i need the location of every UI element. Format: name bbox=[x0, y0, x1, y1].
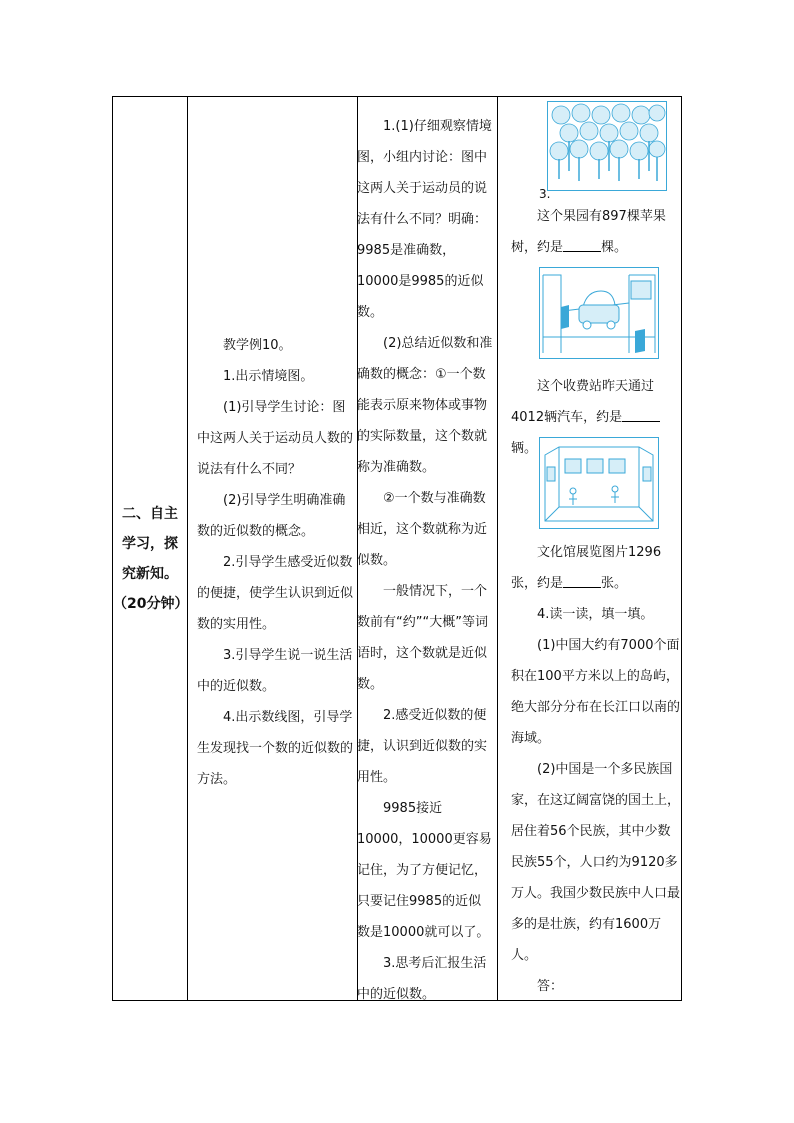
question-4-part-2: (2)中国是一个多民族国家，在这辽阔富饶的国土上，居住着56个民族，其中少数民族55个，人口约为9120多万人。我国少数民族中人口最多的是壮族，约有1600万人。 bbox=[511, 762, 681, 963]
orchard-illustration bbox=[547, 101, 667, 191]
section-duration: （20分钟） bbox=[113, 596, 189, 612]
answer-blank[interactable] bbox=[563, 237, 601, 252]
teacher-activities bbox=[197, 330, 357, 795]
orchard-unit: 棵。 bbox=[601, 240, 628, 255]
orchard-text: 这个果园有897棵苹果树，约是 bbox=[511, 209, 666, 255]
student-paragraph: 3.思考后汇报生活中的近似数。 bbox=[357, 956, 487, 1001]
exhibition-text: 文化馆展览图片1296张，约是 bbox=[511, 545, 662, 591]
reading-questions bbox=[511, 599, 683, 1002]
answer-blank[interactable] bbox=[622, 407, 660, 422]
exhibition-unit: 张。 bbox=[601, 576, 628, 591]
toll-text: 这个收费站昨天通过4012辆汽车，约是 bbox=[511, 379, 655, 425]
answer-label: 答： bbox=[537, 979, 564, 994]
teacher-paragraph: 3.引导学生说一说生活中的近似数。 bbox=[197, 648, 353, 694]
orchard-question bbox=[511, 201, 681, 263]
question-4-title: 4.读一读，填一填。 bbox=[537, 607, 654, 622]
question-4-part-1: (1)中国大约有7000个面积在100平方米以上的岛屿，绝大部分分布在长江口以南的海域。 bbox=[511, 638, 681, 746]
teacher-paragraph: 1.出示情境图。 bbox=[223, 369, 314, 384]
section-title-line: 学习，探 bbox=[122, 536, 178, 552]
section-title-line: 究新知。 bbox=[122, 566, 178, 582]
student-activities bbox=[357, 111, 494, 1001]
teacher-paragraph: 2.引导学生感受近似数的便捷，使学生认识到近似数的实用性。 bbox=[197, 555, 354, 632]
student-paragraph: 1.(1)仔细观察情境图，小组内讨论：图中这两人关于运动员的说法有什么不同？明确：9985是准确数，10000是9985的近似数。 bbox=[357, 119, 492, 320]
student-paragraph: 9985接近10000，10000更容易记住，为了方便记忆，只要记住9985的近似数是10000就可以了。 bbox=[357, 801, 492, 940]
exhibition-question bbox=[511, 537, 683, 599]
student-paragraph: ②一个数与准确数相近，这个数就称为近似数。 bbox=[357, 491, 488, 568]
teacher-paragraph: 教学例10。 bbox=[223, 338, 292, 353]
teacher-paragraph: 4.出示数线图，引导学生发现找一个数的近似数的方法。 bbox=[197, 710, 354, 787]
answer-blank[interactable] bbox=[563, 573, 601, 588]
exercise-number: 3. bbox=[539, 187, 551, 201]
student-paragraph: 一般情况下，一个数前有“约”“大概”等词语时，这个数就是近似数。 bbox=[357, 584, 488, 692]
column-divider bbox=[497, 97, 498, 1000]
teacher-paragraph: (2)引导学生明确准确数的近似数的概念。 bbox=[197, 493, 346, 539]
teacher-paragraph: (1)引导学生讨论：图中这两人关于运动员人数的说法有什么不同？ bbox=[197, 400, 354, 477]
exhibition-hall-illustration bbox=[539, 437, 659, 529]
student-paragraph: 2.感受近似数的便捷，认识到近似数的实用性。 bbox=[357, 708, 488, 785]
column-divider bbox=[187, 97, 188, 1000]
section-title bbox=[113, 499, 187, 619]
toll-unit: 辆。 bbox=[511, 441, 538, 456]
toll-station-illustration bbox=[539, 267, 659, 359]
student-paragraph: (2)总结近似数和准确数的概念：①一个数能表示原来物体或事物的实际数量，这个数就称为准确数。 bbox=[357, 336, 493, 475]
section-title-line: 二、自主 bbox=[122, 506, 178, 522]
lesson-table bbox=[112, 96, 682, 1001]
